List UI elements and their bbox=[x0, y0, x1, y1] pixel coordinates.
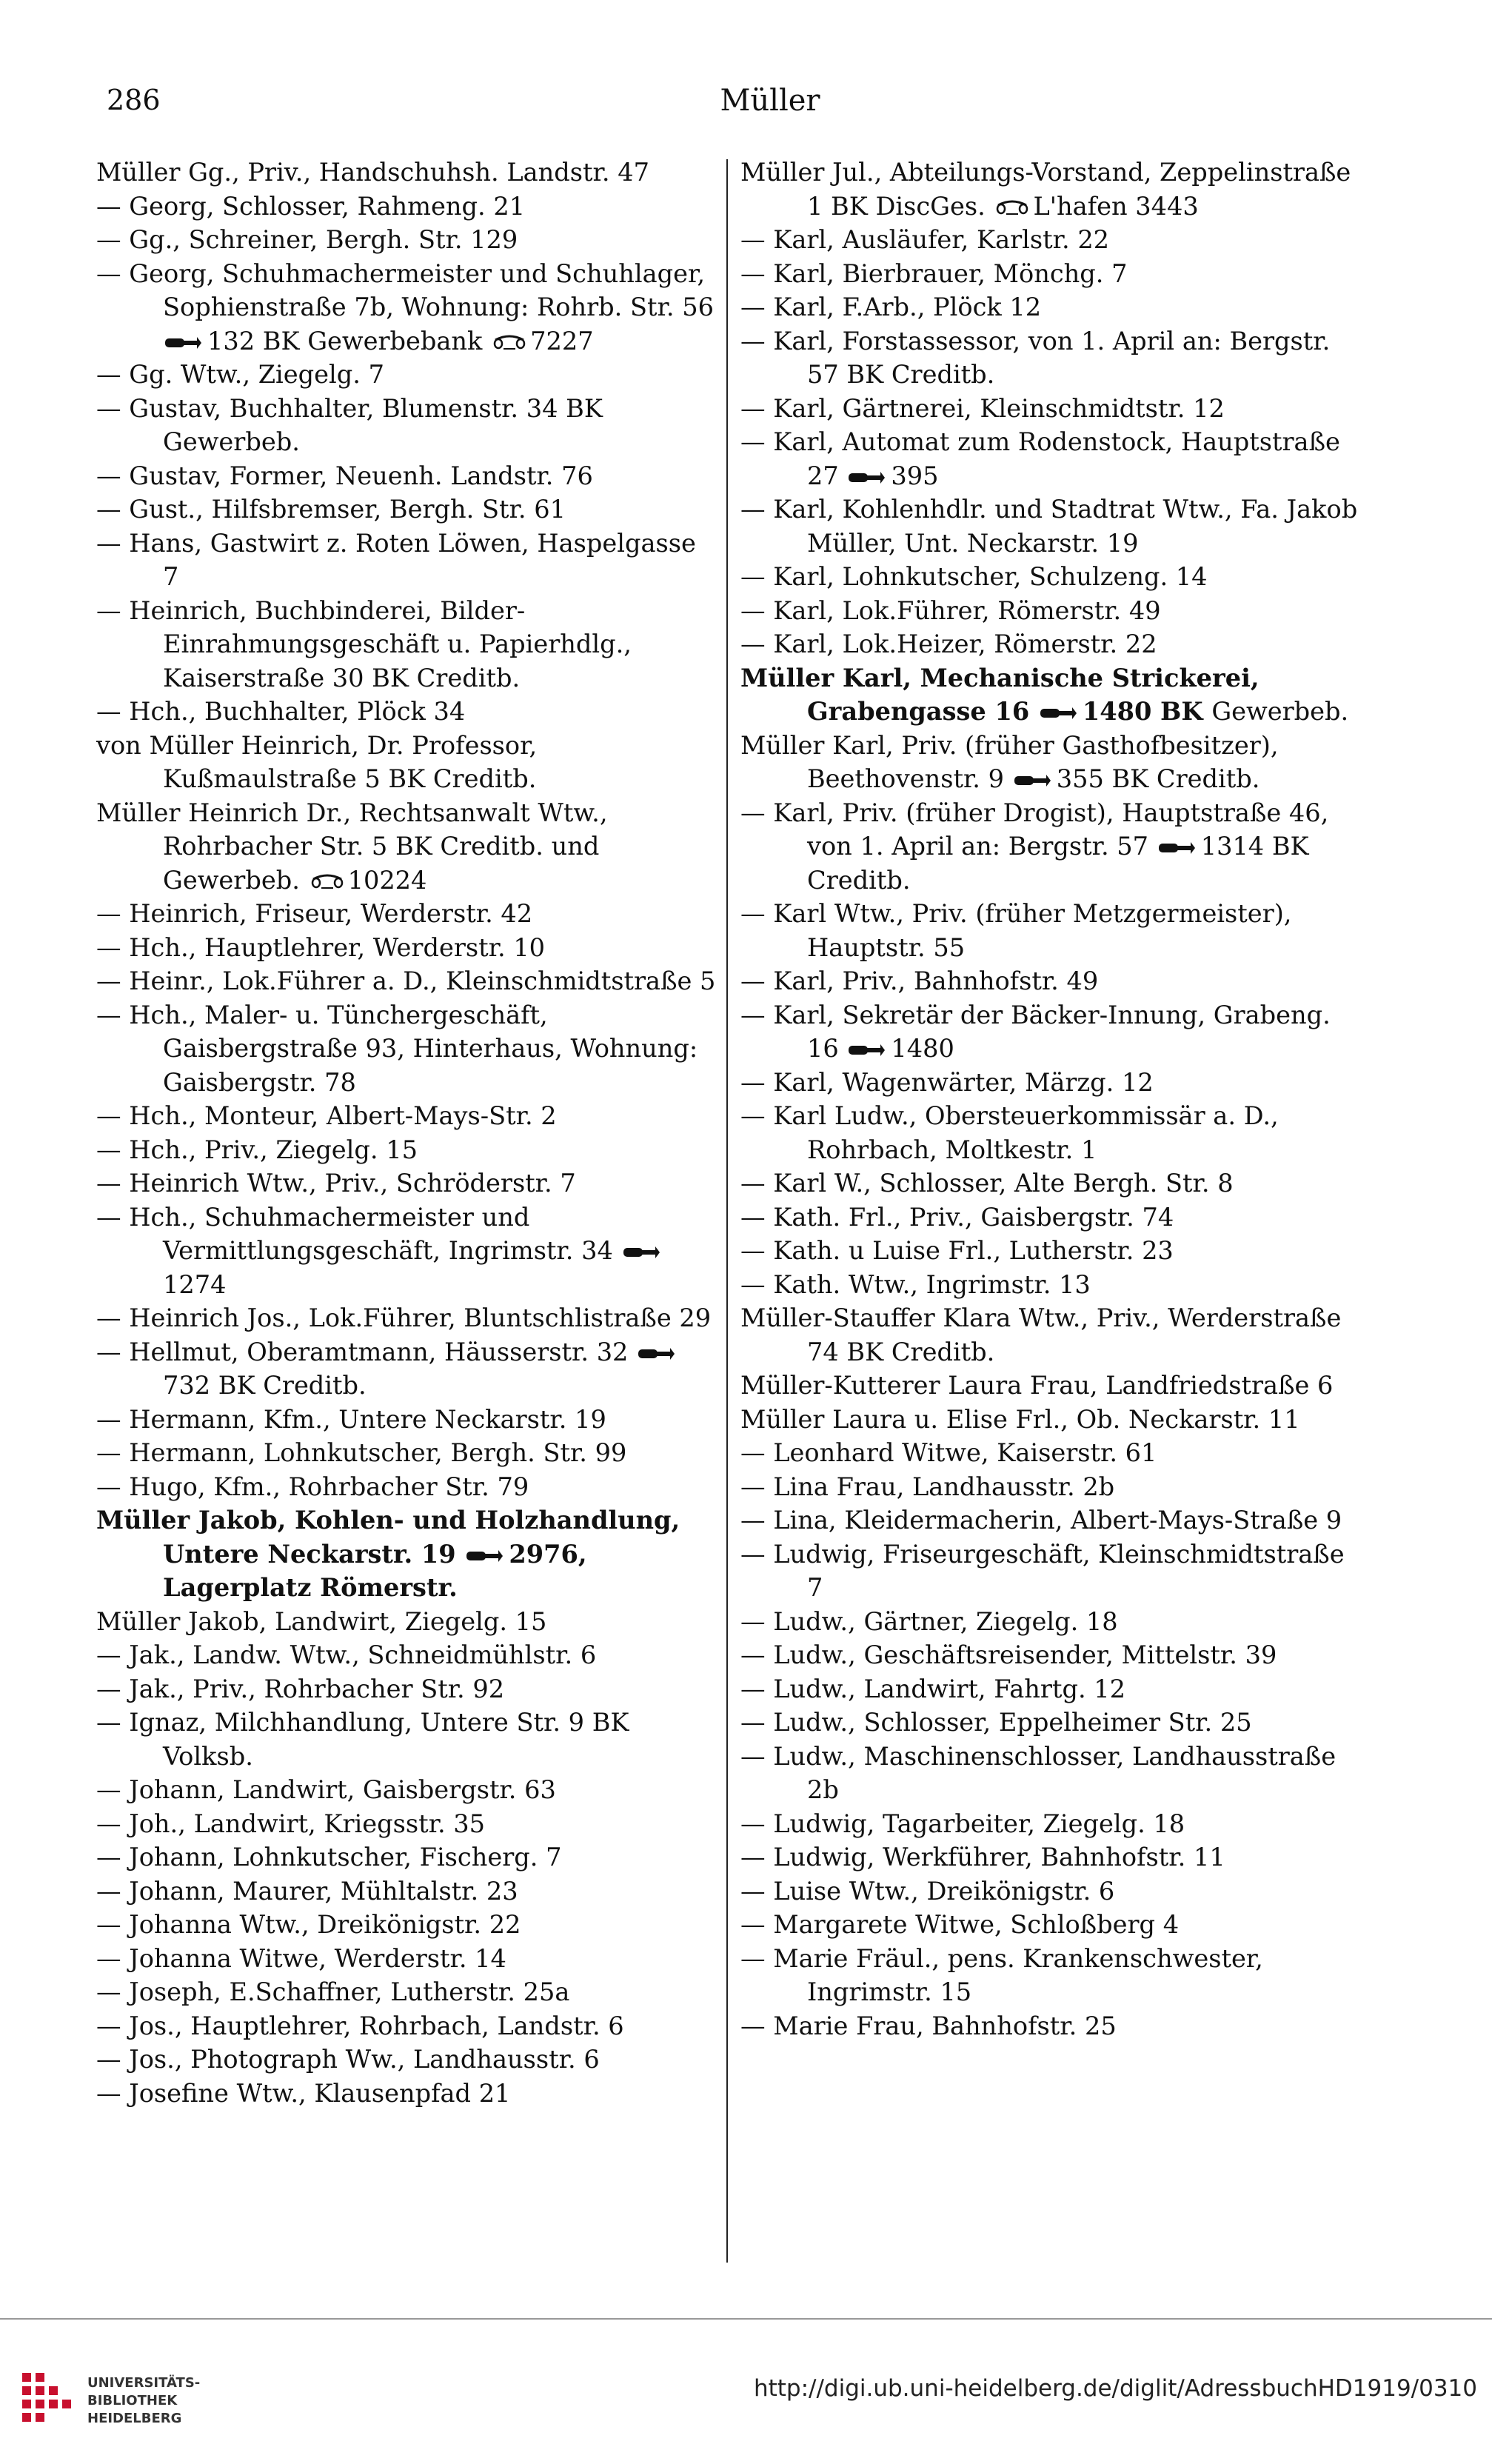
directory-entry bbox=[96, 1099, 717, 1133]
entry-text: Müller-Kutterer Laura Frau, Landfriedstraße 6 bbox=[740, 1371, 1334, 1400]
entry-text: 132 BK Gewerbebank bbox=[207, 326, 483, 355]
entry-text: Müller Jul., Abteilungs-Vorstand, Zeppelinstraße 1 BK DiscGes. bbox=[740, 158, 1351, 221]
directory-entry bbox=[740, 560, 1361, 594]
entry-text: — Kath. u Luise Frl., Lutherstr. 23 bbox=[740, 1236, 1174, 1265]
footer bbox=[0, 2326, 1492, 2464]
directory-entry bbox=[96, 1840, 717, 1874]
entry-text: — Gg., Schreiner, Bergh. Str. 129 bbox=[96, 225, 518, 254]
entry-text: — Josefine Wtw., Klausenpfad 21 bbox=[96, 2078, 511, 2108]
directory-entry bbox=[96, 796, 717, 898]
directory-entry bbox=[740, 964, 1361, 998]
entry-text: von Müller Heinrich, Dr. Professor, Kußmaulstraße 5 BK Creditb. bbox=[96, 730, 538, 793]
entry-text: — Hch., Schuhmachermeister und Vermittlungsgeschäft, Ingrimstr. 34 bbox=[96, 1202, 613, 1265]
directory-entry bbox=[96, 2077, 717, 2111]
directory-entry bbox=[96, 392, 717, 459]
directory-entry bbox=[96, 156, 717, 190]
directory-entry bbox=[740, 1234, 1361, 1268]
telephone-hook-icon bbox=[623, 1244, 661, 1261]
entry-text: — Karl, Lok.Führer, Römerstr. 49 bbox=[740, 595, 1161, 625]
entry-text: — Hellmut, Oberamtmann, Häusserstr. 32 bbox=[96, 1337, 629, 1366]
entry-text: — Hch., Maler- u. Tünchergeschäft, Gaisbergstraße 93, Hinterhaus, Wohnung: Gaisbergstr. 78 bbox=[96, 1000, 698, 1097]
entry-text: — Hch., Buchhalter, Plöck 34 bbox=[96, 697, 466, 726]
entry-text: — Margarete Witwe, Schloßberg 4 bbox=[740, 1910, 1180, 1939]
entry-text: — Karl Ludw., Obersteuerkommissär a. D., Rohrbach, Moltkestr. 1 bbox=[740, 1101, 1279, 1164]
entry-text: — Gust., Hilfsbremser, Bergh. Str. 61 bbox=[96, 495, 566, 524]
entry-text: — Marie Frau, Bahnhofstr. 25 bbox=[740, 2011, 1117, 2040]
entry-text: — Hch., Monteur, Albert-Mays-Str. 2 bbox=[96, 1101, 557, 1130]
directory-entry bbox=[740, 156, 1361, 223]
directory-entry bbox=[96, 695, 717, 729]
directory-entry bbox=[740, 1672, 1361, 1706]
entry-text: — Karl, Ausläufer, Karlstr. 22 bbox=[740, 225, 1110, 254]
entry-text: — Ludwig, Werkführer, Bahnhofstr. 11 bbox=[740, 1843, 1225, 1872]
page-number: 286 bbox=[107, 84, 161, 116]
entry-text: — Karl, Automat zum Rodenstock, Hauptstraße 27 bbox=[740, 427, 1340, 490]
directory-entry bbox=[96, 1301, 717, 1335]
entry-text: Müller Jakob, Kohlen- und Holzhandlung, Untere Neckarstr. 19 bbox=[96, 1505, 680, 1569]
entry-text: — Heinrich Wtw., Priv., Schröderstr. 7 bbox=[96, 1169, 576, 1198]
directory-entry bbox=[740, 729, 1361, 796]
directory-entry bbox=[96, 1403, 717, 1437]
entry-text: Müller Laura u. Elise Frl., Ob. Neckarstr. 11 bbox=[740, 1404, 1300, 1434]
telephone-hook-icon bbox=[638, 1346, 676, 1362]
entry-text: — Karl W., Schlosser, Alte Bergh. Str. 8 bbox=[740, 1169, 1234, 1198]
library-name-line: HEIDELBERG bbox=[87, 2411, 182, 2426]
directory-entry bbox=[96, 2009, 717, 2043]
directory-entry bbox=[96, 358, 717, 392]
directory-entry bbox=[740, 1908, 1361, 1942]
entry-text: 7227 bbox=[530, 326, 594, 355]
library-logo-icon bbox=[16, 2368, 83, 2435]
entry-text: — Luise Wtw., Dreikönigstr. 6 bbox=[740, 1876, 1115, 1906]
entry-text: — Karl, Wagenwärter, Märzg. 12 bbox=[740, 1067, 1154, 1097]
directory-entry bbox=[740, 1403, 1361, 1437]
directory-entry bbox=[96, 1773, 717, 1807]
directory-entry bbox=[96, 1807, 717, 1841]
directory-entry bbox=[740, 998, 1361, 1066]
directory-entry bbox=[740, 1874, 1361, 1909]
directory-entry bbox=[740, 290, 1361, 324]
library-name bbox=[87, 2374, 200, 2428]
entry-text: — Joh., Landwirt, Kriegsstr. 35 bbox=[96, 1809, 486, 1838]
telephone-hook-icon bbox=[1014, 772, 1052, 789]
telephone-handset-icon bbox=[996, 199, 1028, 217]
entry-text: 732 BK Creditb. bbox=[163, 1371, 367, 1400]
entry-text: — Karl, Lohnkutscher, Schulzeng. 14 bbox=[740, 562, 1208, 591]
entry-text: — Joseph, E.Schaffner, Lutherstr. 25a bbox=[96, 1977, 570, 2006]
entry-text: — Ludw., Gärtner, Ziegelg. 18 bbox=[740, 1606, 1118, 1636]
directory-entry bbox=[96, 1335, 717, 1403]
footer-rule bbox=[0, 2318, 1492, 2320]
library-name-line: UNIVERSITÄTS- bbox=[87, 2375, 201, 2391]
entry-text: — Hch., Hauptlehrer, Werderstr. 10 bbox=[96, 932, 546, 962]
directory-entry bbox=[740, 1942, 1361, 2009]
directory-entry bbox=[96, 1706, 717, 1773]
directory-entry bbox=[740, 627, 1361, 661]
directory-entry bbox=[740, 425, 1361, 493]
directory-entry bbox=[96, 1436, 717, 1470]
directory-entry bbox=[96, 1605, 717, 1639]
entry-text: — Georg, Schlosser, Rahmeng. 21 bbox=[96, 191, 526, 221]
entry-text: — Hermann, Lohnkutscher, Bergh. Str. 99 bbox=[96, 1438, 627, 1467]
directory-entry bbox=[96, 931, 717, 965]
directory-entry bbox=[96, 964, 717, 998]
entry-text: 1480 BK bbox=[1082, 696, 1203, 726]
entry-text: — Heinrich Jos., Lok.Führer, Bluntschlistraße 29 bbox=[96, 1303, 712, 1332]
directory-entry bbox=[96, 998, 717, 1100]
directory-entry bbox=[740, 1706, 1361, 1740]
entry-text: — Lina Frau, Landhausstr. 2b bbox=[740, 1472, 1115, 1501]
entry-text: — Karl, Kohlenhdlr. und Stadtrat Wtw., Fa. Jakob Müller, Unt. Neckarstr. 19 bbox=[740, 495, 1358, 558]
directory-entry bbox=[740, 897, 1361, 964]
entry-text: — Hugo, Kfm., Rohrbacher Str. 79 bbox=[96, 1472, 529, 1501]
directory-entry bbox=[740, 1099, 1361, 1166]
source-url-link[interactable]: http://digi.ub.uni-heidelberg.de/diglit/AdressbuchHD1919/0310 bbox=[753, 2375, 1477, 2402]
page-header bbox=[104, 78, 1436, 130]
telephone-hook-icon bbox=[1040, 705, 1078, 721]
entry-text: 1480 bbox=[891, 1034, 954, 1063]
directory-entry bbox=[740, 1268, 1361, 1302]
directory-entry bbox=[740, 392, 1361, 426]
telephone-handset-icon bbox=[311, 873, 344, 891]
entry-text: — Lina, Kleidermacherin, Albert-Mays-Straße 9 bbox=[740, 1506, 1342, 1535]
entry-text: — Johanna Witwe, Werderstr. 14 bbox=[96, 1943, 506, 1973]
directory-entry bbox=[740, 1470, 1361, 1504]
entry-text: — Hermann, Kfm., Untere Neckarstr. 19 bbox=[96, 1404, 606, 1434]
telephone-handset-icon bbox=[493, 334, 526, 352]
entry-text: — Marie Fräul., pens. Krankenschwester, Ingrimstr. 15 bbox=[740, 1943, 1263, 2006]
directory-entry bbox=[96, 257, 717, 358]
entry-text: L'hafen 3443 bbox=[1033, 191, 1199, 221]
entry-text: — Karl, Forstassessor, von 1. April an: Bergstr. 57 BK Creditb. bbox=[740, 326, 1331, 389]
entry-text: — Gg. Wtw., Ziegelg. 7 bbox=[96, 360, 384, 389]
directory-entry bbox=[740, 1436, 1361, 1470]
entry-text: Müller-Stauffer Klara Wtw., Priv., Werderstraße 74 BK Creditb. bbox=[740, 1303, 1342, 1366]
entry-text: — Jak., Priv., Rohrbacher Str. 92 bbox=[96, 1674, 505, 1703]
telephone-hook-icon bbox=[1158, 840, 1197, 856]
entry-text: — Ludwig, Tagarbeiter, Ziegelg. 18 bbox=[740, 1809, 1185, 1838]
directory-entry bbox=[96, 729, 717, 796]
directory-entry bbox=[96, 1470, 717, 1504]
directory-entry bbox=[96, 493, 717, 527]
entry-text: — Johann, Lohnkutscher, Fischerg. 7 bbox=[96, 1843, 562, 1872]
entry-text: — Ludw., Landwirt, Fahrtg. 12 bbox=[740, 1674, 1126, 1703]
entry-text: — Kath. Wtw., Ingrimstr. 13 bbox=[740, 1269, 1091, 1299]
directory-entry bbox=[740, 257, 1361, 291]
entry-text: — Karl, Priv., Bahnhofstr. 49 bbox=[740, 966, 1099, 995]
entry-text: — Johann, Landwirt, Gaisbergstr. 63 bbox=[96, 1775, 556, 1804]
directory-entry bbox=[96, 1201, 717, 1302]
directory-entry bbox=[96, 1133, 717, 1167]
directory-entry bbox=[740, 1807, 1361, 1841]
entry-text: — Gustav, Former, Neuenh. Landstr. 76 bbox=[96, 461, 593, 490]
directory-entry bbox=[96, 459, 717, 493]
entry-text: — Heinrich, Buchbinderei, Bilder-Einrahmungsgeschäft u. Papierhdlg., Kaiserstraße 30 BK Creditb. bbox=[96, 595, 632, 692]
directory-entry bbox=[96, 1672, 717, 1706]
directory-entry bbox=[740, 661, 1361, 729]
directory-entry bbox=[740, 1201, 1361, 1235]
directory-entry bbox=[740, 493, 1361, 560]
entry-text: — Karl, Gärtnerei, Kleinschmidtstr. 12 bbox=[740, 393, 1225, 423]
library-name-line: BIBLIOTHEK bbox=[87, 2393, 178, 2408]
entry-text: — Leonhard Witwe, Kaiserstr. 61 bbox=[740, 1438, 1157, 1467]
entry-text: — Johanna Wtw., Dreikönigstr. 22 bbox=[96, 1910, 521, 1939]
entry-text: 10224 bbox=[347, 865, 427, 895]
entry-text: Müller Karl, Mechanische Strickerei, Grabengasse 16 bbox=[740, 662, 1259, 726]
entry-text: — Karl, Bierbrauer, Mönchg. 7 bbox=[740, 258, 1128, 288]
running-head: Müller bbox=[720, 84, 820, 118]
directory-entry bbox=[96, 1908, 717, 1942]
directory-entry bbox=[96, 190, 717, 224]
entry-text: Müller Heinrich Dr., Rechtsanwalt Wtw., Rohrbacher Str. 5 BK Creditb. und Gewerbeb. bbox=[96, 798, 608, 895]
entry-text: Müller Karl, Priv. (früher Gasthofbesitzer), Beethovenstr. 9 bbox=[740, 730, 1279, 793]
entry-text: 1314 BK Creditb. bbox=[807, 832, 1309, 895]
left-column bbox=[96, 156, 717, 2110]
entry-text: — Ludw., Geschäftsreisender, Mittelstr. 39 bbox=[740, 1640, 1277, 1669]
directory-entry bbox=[740, 1605, 1361, 1639]
entry-text: — Karl, Sekretär der Bäcker-Innung, Grabeng. 16 bbox=[740, 1000, 1331, 1063]
entry-text: — Heinr., Lok.Führer a. D., Kleinschmidtstraße 5 bbox=[96, 966, 716, 995]
directory-entry bbox=[740, 1369, 1361, 1403]
directory-entry bbox=[740, 1166, 1361, 1201]
directory-entry bbox=[740, 1538, 1361, 1605]
right-column bbox=[740, 156, 1361, 2043]
column-divider bbox=[726, 159, 728, 2263]
directory-entry bbox=[96, 1942, 717, 1976]
entry-text: Gewerbeb. bbox=[1211, 697, 1349, 726]
entry-text: — Karl Wtw., Priv. (früher Metzgermeister), Hauptstr. 55 bbox=[740, 899, 1292, 962]
directory-entry bbox=[96, 1638, 717, 1672]
entry-text: — Gustav, Buchhalter, Blumenstr. 34 BK Gewerbeb. bbox=[96, 393, 603, 456]
telephone-hook-icon bbox=[848, 1042, 886, 1058]
entry-text: — Jak., Landw. Wtw., Schneidmühlstr. 6 bbox=[96, 1640, 597, 1669]
directory-entry bbox=[96, 897, 717, 931]
entry-text: 2976, Lagerplatz Römerstr. bbox=[163, 1538, 587, 1602]
directory-entry bbox=[740, 1840, 1361, 1874]
entry-text: — Heinrich, Friseur, Werderstr. 42 bbox=[96, 899, 533, 928]
directory-entry bbox=[740, 594, 1361, 628]
entry-text: — Ludwig, Friseurgeschäft, Kleinschmidtstraße 7 bbox=[740, 1539, 1345, 1602]
directory-entry bbox=[96, 223, 717, 257]
entry-text: — Hans, Gastwirt z. Roten Löwen, Haspelgasse 7 bbox=[96, 528, 696, 591]
directory-entry bbox=[96, 1874, 717, 1909]
entry-text: — Jos., Photograph Ww., Landhausstr. 6 bbox=[96, 2045, 600, 2074]
telephone-hook-icon bbox=[848, 470, 886, 486]
entry-text: Müller Jakob, Landwirt, Ziegelg. 15 bbox=[96, 1606, 547, 1636]
entry-text: — Johann, Maurer, Mühltalstr. 23 bbox=[96, 1876, 518, 1906]
directory-entry bbox=[96, 1503, 717, 1605]
entry-text: Müller Gg., Priv., Handschuhsh. Landstr. 47 bbox=[96, 158, 649, 187]
entry-text: — Kath. Frl., Priv., Gaisbergstr. 74 bbox=[740, 1202, 1174, 1232]
entry-text: — Karl, F.Arb., Plöck 12 bbox=[740, 293, 1042, 321]
directory-entry bbox=[740, 796, 1361, 898]
directory-entry bbox=[740, 1638, 1361, 1672]
telephone-hook-icon bbox=[164, 335, 203, 351]
directory-entry bbox=[96, 527, 717, 594]
entry-text: — Ludw., Maschinenschlosser, Landhausstraße 2b bbox=[740, 1741, 1337, 1804]
entry-text: 1274 bbox=[163, 1269, 227, 1299]
entry-text: 355 BK Creditb. bbox=[1056, 764, 1260, 793]
directory-entry bbox=[740, 1066, 1361, 1100]
directory-entry bbox=[740, 1301, 1361, 1369]
entry-text: — Ignaz, Milchhandlung, Untere Str. 9 BK Volksb. bbox=[96, 1708, 629, 1771]
directory-entry bbox=[740, 223, 1361, 257]
entry-text: — Georg, Schuhmachermeister und Schuhlager, Sophienstraße 7b, Wohnung: Rohrb. Str. 56 bbox=[96, 258, 714, 321]
entry-text: — Karl, Priv. (früher Drogist), Hauptstraße 46, von 1. April an: Bergstr. 57 bbox=[740, 798, 1329, 861]
entry-text: — Jos., Hauptlehrer, Rohrbach, Landstr. 6 bbox=[96, 2011, 624, 2040]
directory-entry bbox=[740, 324, 1361, 392]
entry-text: — Karl, Lok.Heizer, Römerstr. 22 bbox=[740, 630, 1157, 658]
directory-entry bbox=[96, 594, 717, 695]
telephone-hook-icon bbox=[466, 1548, 504, 1564]
directory-entry bbox=[740, 1503, 1361, 1538]
directory-entry bbox=[96, 2043, 717, 2077]
directory-entry bbox=[740, 1740, 1361, 1807]
entry-text: — Ludw., Schlosser, Eppelheimer Str. 25 bbox=[740, 1708, 1252, 1737]
directory-entry bbox=[740, 2009, 1361, 2043]
entry-text: — Hch., Priv., Ziegelg. 15 bbox=[96, 1135, 418, 1164]
directory-entry bbox=[96, 1975, 717, 2009]
entry-text: 395 bbox=[891, 461, 939, 490]
directory-entry bbox=[96, 1166, 717, 1201]
